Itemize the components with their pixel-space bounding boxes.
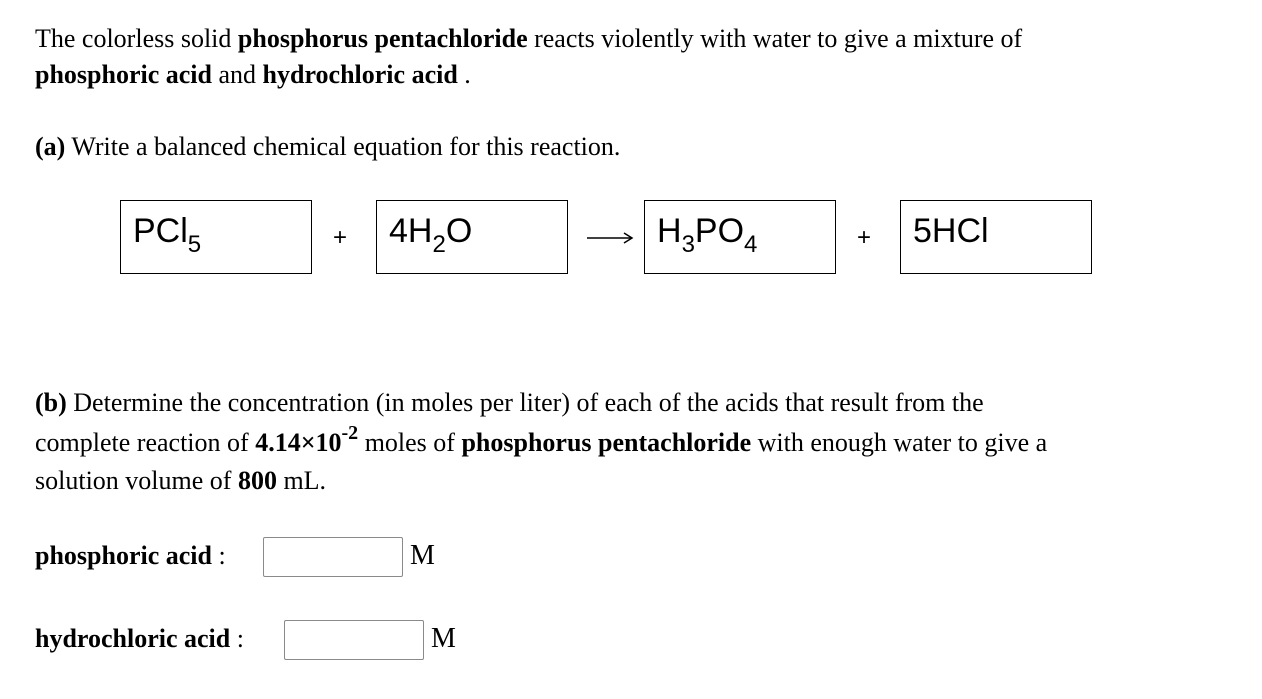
product-1-box[interactable]: [644, 200, 836, 274]
part-b-text: Determine the concentration (in moles per liter) of each of the acids that result from the: [66, 388, 984, 417]
plus-sign-1: +: [333, 224, 348, 251]
compound-phosphoric-acid: phosphoric acid: [35, 60, 212, 89]
hydrochloric-acid-input[interactable]: [284, 620, 424, 660]
product-1-formula: $H_3PO_4$: [657, 212, 758, 258]
reactant-2-formula: $4H_2O$: [389, 212, 473, 258]
hydrochloric-acid-unit: M: [431, 623, 456, 654]
hydrochloric-acid-label: hydrochloric acid :: [35, 624, 244, 653]
moles-value: 4.14×10: [255, 428, 342, 457]
part-a-label: (a): [35, 132, 66, 161]
intro-text: The colorless solid: [35, 24, 238, 53]
volume-value: 800: [237, 466, 277, 495]
compound-pcl5: phosphorus pentachloride: [237, 24, 528, 53]
compound-pcl5-ref: phosphorus pentachloride: [461, 428, 752, 457]
reactant-1-formula: PCl$_5$: [133, 212, 202, 258]
part-b-label: (b): [35, 388, 67, 417]
phosphoric-acid-input[interactable]: [263, 537, 403, 577]
phosphoric-acid-label: phosphoric acid :: [35, 541, 226, 570]
compound-hydrochloric-acid: hydrochloric acid: [262, 60, 458, 89]
plus-sign-2: +: [857, 224, 872, 251]
intro-text: and: [212, 60, 263, 89]
phosphoric-acid-unit: M: [410, 540, 435, 571]
reactant-2-box[interactable]: [376, 200, 568, 274]
part-b-line-2: complete reaction of $4.14\times 10^{-2}$ moles of phosphorus pentachloride with enough water to give a: [35, 422, 1048, 457]
product-2-box[interactable]: [900, 200, 1092, 274]
part-b-line-3: solution volume of 800 mL.: [35, 466, 327, 495]
reactant-1-box[interactable]: [120, 200, 312, 274]
intro-text: .: [457, 60, 471, 89]
product-2-formula: 5HCl: [913, 212, 989, 250]
part-b-line-1: [35, 385, 984, 421]
intro-text: reacts violently with water to give a mixture of: [527, 24, 1023, 53]
intro-line-2: [35, 57, 471, 93]
reaction-arrow-icon: [585, 228, 637, 248]
part-a-text: Write a balanced chemical equation for this reaction.: [65, 132, 621, 161]
intro-line-1: [35, 21, 1022, 57]
part-a-prompt: [35, 129, 620, 165]
moles-exponent: -2: [341, 422, 359, 444]
